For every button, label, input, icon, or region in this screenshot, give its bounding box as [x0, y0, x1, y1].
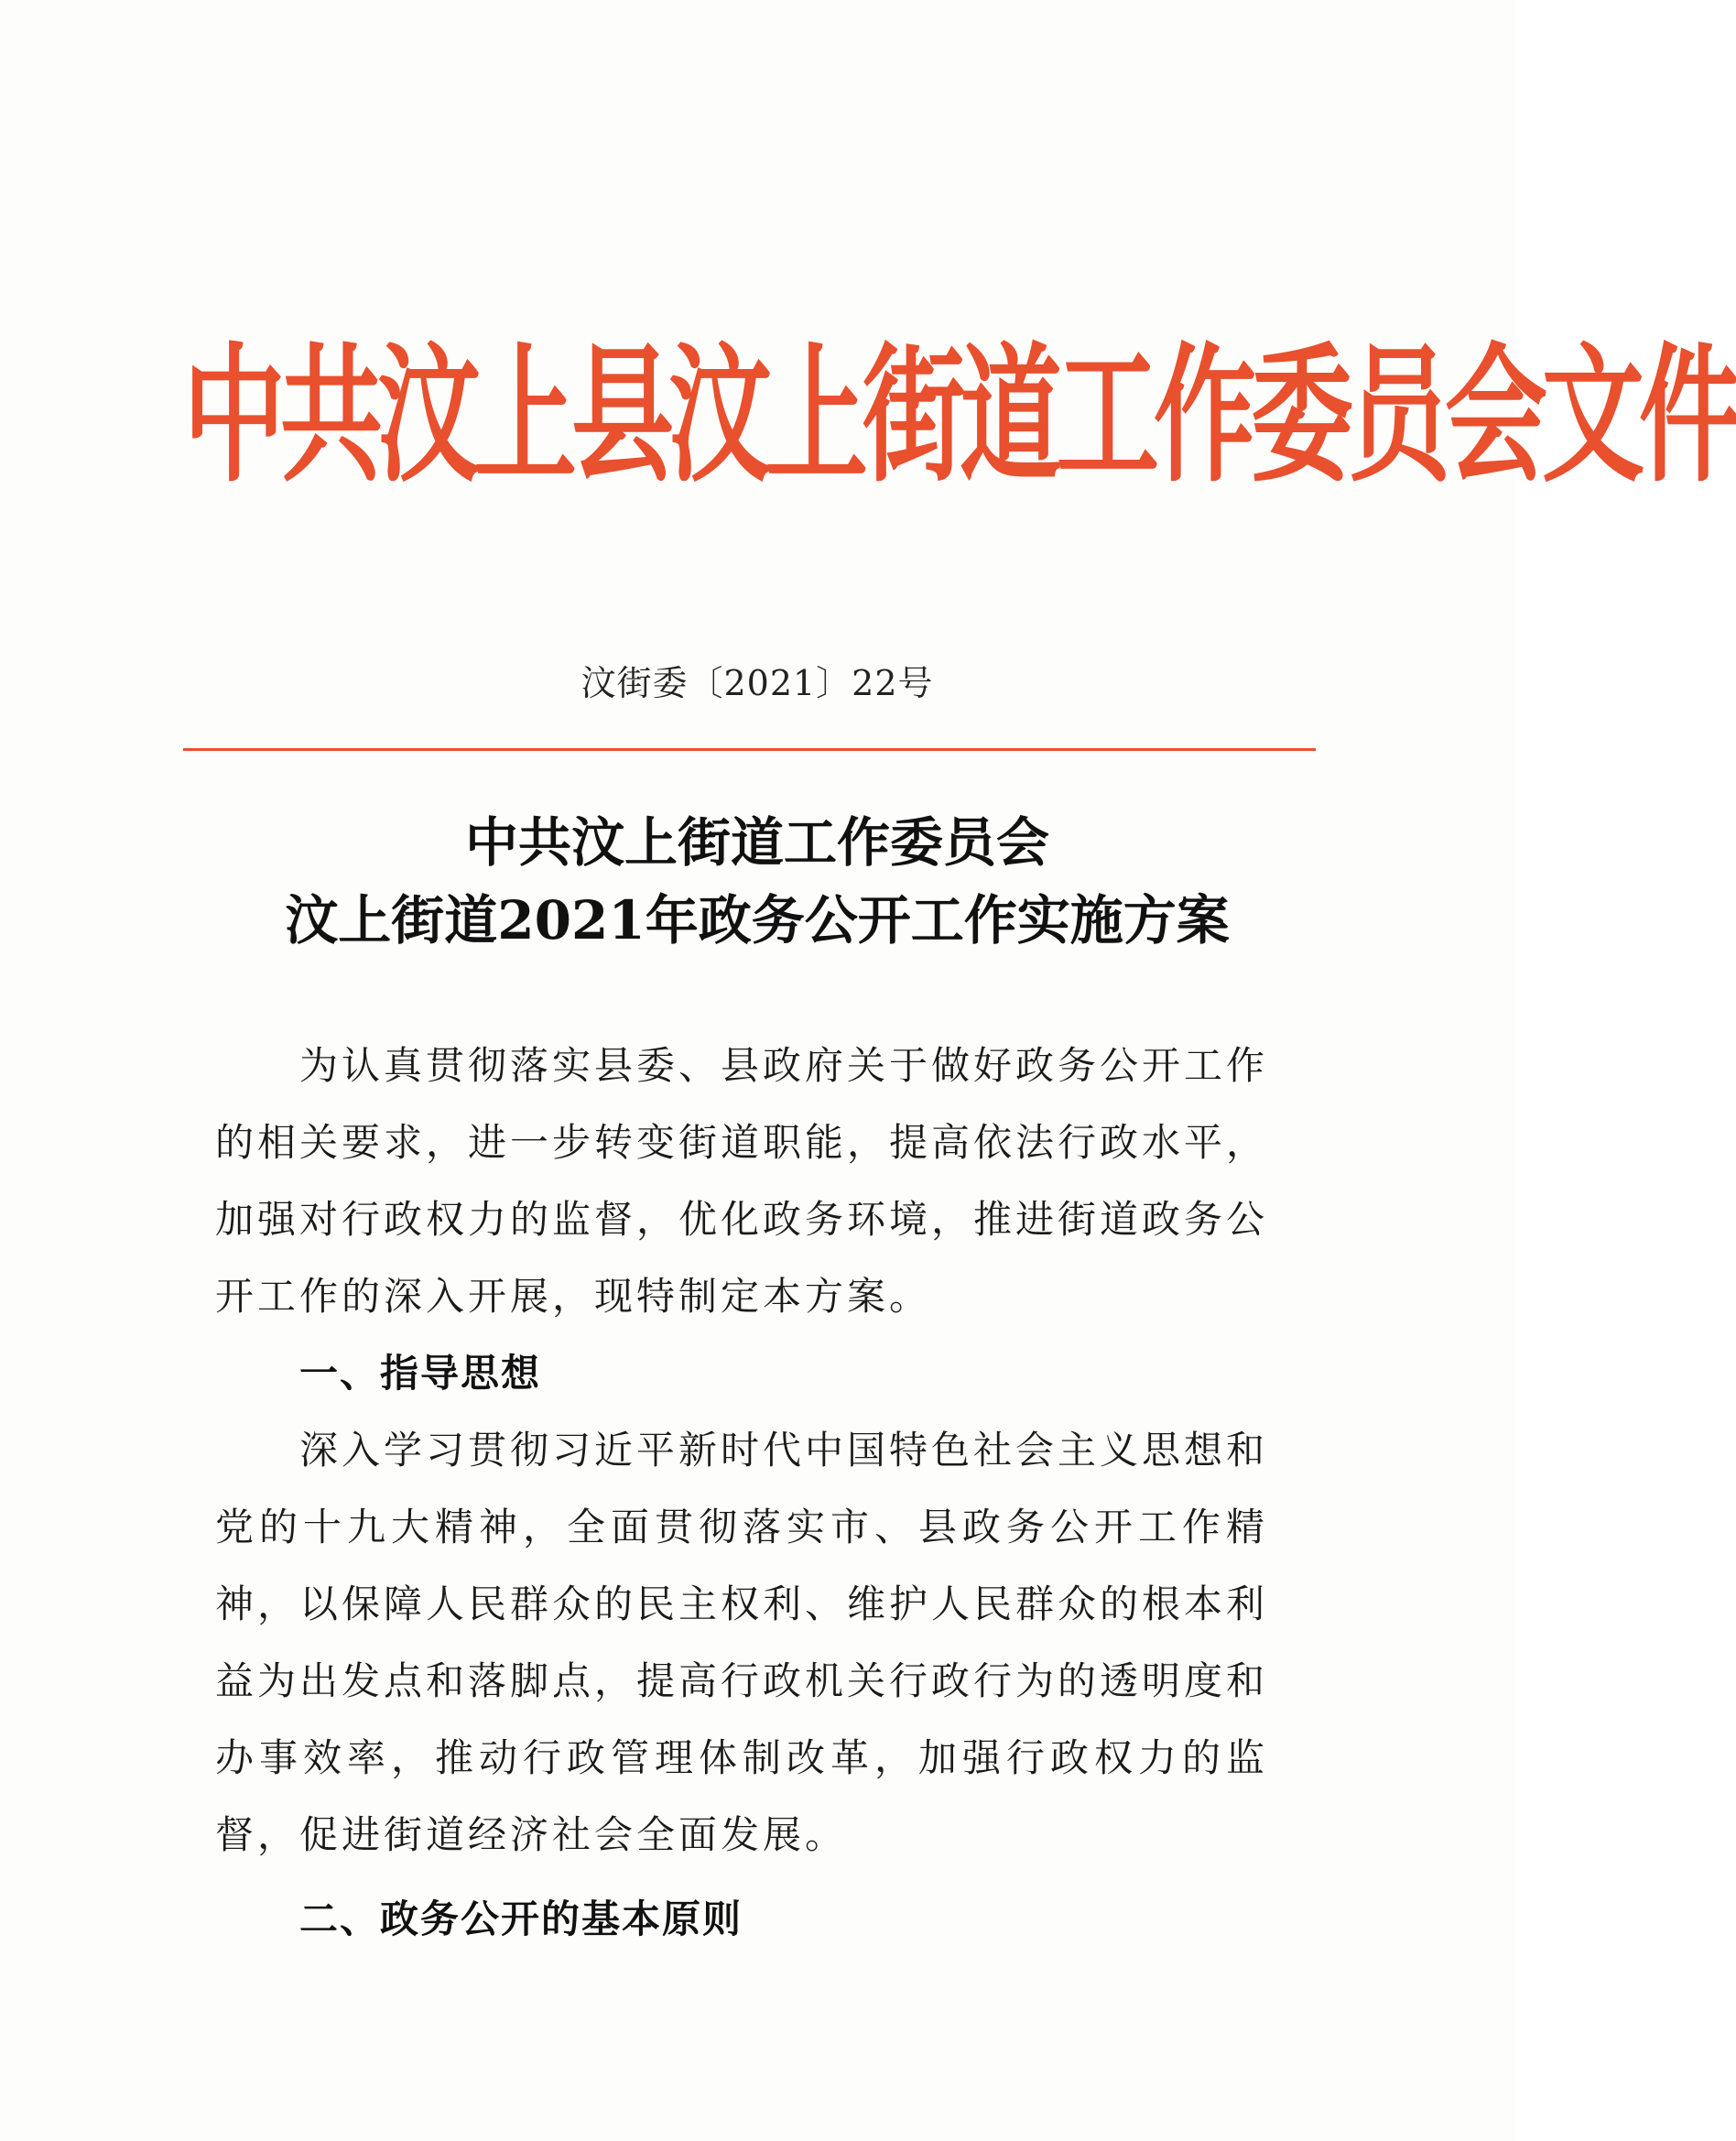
- section-heading-basic-principles: 二、政务公开的基本原则: [299, 1896, 743, 1941]
- intro-paragraph: 为认真贯彻落实县委、县政府关于做好政务公开工作的相关要求，进一步转变街道职能，提高依法行政水平，加强对行政权力的监督，优化政务环境，推进街道政务公开工作的深入开展，现特制定本方案。: [215, 1043, 1269, 1319]
- issuing-organization-header: 中共汶上县汶上街道工作委员会文件: [183, 330, 1736, 504]
- section-heading-guiding-ideology: 一、指导思想: [299, 1351, 542, 1396]
- red-divider-line: [183, 748, 1316, 751]
- document-body: [215, 1027, 1268, 1958]
- document-title-line-2: 汶上街道2021年政务公开工作实施方案: [285, 889, 1230, 951]
- document-number: 汶街委〔2021〕22号: [580, 663, 934, 703]
- document-title-line-1: 中共汶上街道工作委员会: [464, 811, 1049, 874]
- guiding-ideology-paragraph: 深入学习贯彻习近平新时代中国特色社会主义思想和党的十九大精神，全面贯彻落实市、县政务公开工作精神，以保障人民群众的民主权利、维护人民群众的根本利益为出发点和落脚点，提高行政机关行政行为的透明度和办事效率，推动行政管理体制改革，加强行政权力的监督，促进街道经济社会全面发展。: [215, 1428, 1269, 1857]
